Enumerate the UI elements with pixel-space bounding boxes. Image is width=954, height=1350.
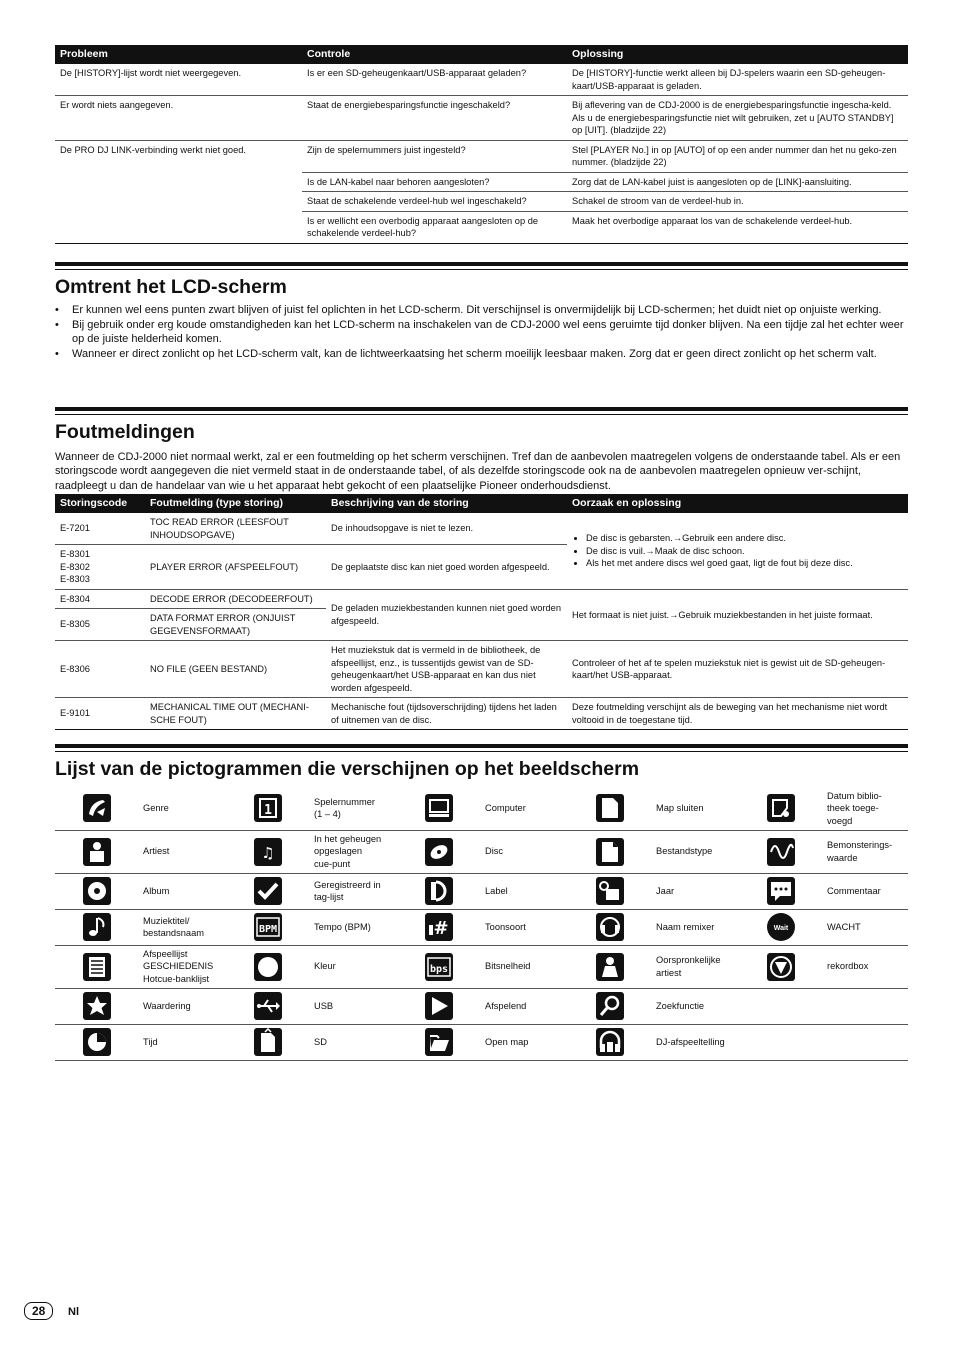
open-folder-icon (425, 1028, 453, 1056)
bpm-icon (254, 913, 282, 941)
icons-title: Lijst van de pictogrammen die verschijnen op het beeldscherm (55, 758, 640, 780)
icon-cell (55, 945, 139, 988)
playlist-icon (83, 953, 111, 981)
icon-label: Oorspronkelijke artiest (652, 945, 739, 988)
icon-cell (55, 909, 139, 945)
icon-row (55, 945, 908, 988)
lcd-bullet-list (55, 303, 908, 361)
lcd-section-heading (55, 262, 908, 298)
artist-icon (83, 838, 111, 866)
solution-cell: Schakel de stroom van de verdeel-hub in. (567, 192, 908, 212)
icon-label: Spelernummer (1 – 4) (310, 787, 397, 830)
icon-cell (568, 945, 652, 988)
icon-cell (226, 1024, 310, 1060)
player-number-icon (254, 794, 282, 822)
page-number: 28 (24, 1302, 53, 1320)
header-cause: Oorzaak en oplossing (567, 494, 908, 513)
table-row (55, 513, 908, 545)
solution-cell: Zorg dat de LAN-kabel juist is aangesloten op de [LINK]-aansluiting. (567, 172, 908, 192)
error-cause: Het formaat is niet juist.→Gebruik muziekbestanden in het juiste formaat. (567, 589, 908, 641)
check-cell: Staat de schakelende verdeel-hub wel ingeschakeld? (302, 192, 567, 212)
table-row (55, 140, 908, 172)
tag-list-icon (254, 877, 282, 905)
error-description: De inhoudsopgave is niet te lezen. (326, 513, 567, 545)
genre-icon (83, 794, 111, 822)
list-item: • Bij gebruik onder erg koude omstandigheden kan het LCD-scherm na inschakelen van de CDJ-2000 wel eens geruimte tijd donker blijven. Na een tijdje zal het echter weer op de juiste helderheid komen. (55, 318, 904, 345)
check-cell: Staat de energiebesparingsfunctie ingeschakeld? (302, 96, 567, 141)
error-code: E-9101 (55, 698, 145, 730)
troubleshooting-table (55, 45, 908, 244)
icon-cell (55, 1024, 139, 1060)
remixer-icon (596, 913, 624, 941)
header-code: Storingscode (55, 494, 145, 513)
error-description: Het muziekstuk dat is vermeld in de bibliotheek, de afspeellijst, enz., is tussentijds gewist van de SD-geheugenkaart/het USB-apparaat en kan dus niet worden afgespeeld. (326, 641, 567, 698)
file-type-icon (596, 838, 624, 866)
icon-cell (739, 873, 823, 909)
solution-cell: Maak het overbodige apparaat los van de schakelende verdeel-hub. (567, 211, 908, 243)
icon-cell (55, 787, 139, 830)
svg-text:bps: bps (429, 963, 449, 975)
usb-icon (254, 992, 282, 1020)
icon-label: USB (310, 988, 397, 1024)
list-item: • De disc is vuil.→Maak de disc schoon. (586, 545, 903, 558)
icon-cell (397, 787, 481, 830)
icon-cell (55, 873, 139, 909)
table-row (55, 641, 908, 698)
icon-cell (55, 988, 139, 1024)
error-message: PLAYER ERROR (AFSPEELFOUT) (145, 545, 326, 590)
error-code: E-8304 (55, 589, 145, 609)
color-icon (254, 953, 282, 981)
icon-label: Computer (481, 787, 568, 830)
disc-icon (425, 838, 453, 866)
icon-cell (568, 830, 652, 873)
icon-cell (568, 787, 652, 830)
icon-label: Afspeellijst GESCHIEDENIS Hotcue-banklijst (139, 945, 226, 988)
error-message: DATA FORMAT ERROR (ONJUIST GEGEVENSFORMAAT) (145, 609, 326, 641)
check-cell: Zijn de spelernummers juist ingesteld? (302, 140, 567, 172)
icon-label: Tijd (139, 1024, 226, 1060)
icon-label: Commentaar (823, 873, 908, 909)
icon-cell (397, 945, 481, 988)
icon-cell (568, 873, 652, 909)
bitrate-icon (425, 953, 453, 981)
icon-cell (226, 945, 310, 988)
icon-label: Album (139, 873, 226, 909)
list-item: • De disc is gebarsten.→Gebruik een andere disc. (586, 532, 903, 545)
language-code: Nl (68, 1306, 79, 1318)
lcd-title: Omtrent het LCD-scherm (55, 276, 287, 298)
icon-label: DJ-afspeeltelling (652, 1024, 739, 1060)
year-icon (596, 877, 624, 905)
error-code: E-8301 E-8302 E-8303 (55, 545, 145, 590)
icon-cell (739, 988, 823, 1024)
error-description: De geplaatste disc kan niet goed worden afgespeeld. (326, 545, 567, 590)
icon-label: Datum biblio- theek toege- voegd (823, 787, 908, 830)
search-icon (596, 992, 624, 1020)
icon-cell (397, 830, 481, 873)
icon-label: Zoekfunctie (652, 988, 739, 1024)
error-table (55, 494, 908, 730)
error-code: E-8306 (55, 641, 145, 698)
icon-cell (226, 909, 310, 945)
icon-label: Map sluiten (652, 787, 739, 830)
problem-cell: De PRO DJ LINK-verbinding werkt niet goed. (55, 140, 302, 243)
error-cause: Deze foutmelding verschijnt als de beweging van het mechanisme niet wordt voltooid in de toegestane tijd. (567, 698, 908, 730)
icon-label: Jaar (652, 873, 739, 909)
error-code: E-7201 (55, 513, 145, 545)
icon-label: Bemonsterings- waarde (823, 830, 908, 873)
error-cause: Controleer of het af te spelen muziekstuk niet is gewist uit de SD-geheugen-kaart/het USB-apparaat. (567, 641, 908, 698)
icon-label: Waardering (139, 988, 226, 1024)
sd-icon (254, 1028, 282, 1056)
icon-label: In het geheugen opgeslagen cue-punt (310, 830, 397, 873)
errors-section-heading (55, 407, 908, 443)
icon-cell (397, 873, 481, 909)
icon-cell (226, 787, 310, 830)
close-folder-icon (596, 794, 624, 822)
icon-label: Muziektitel/ bestandsnaam (139, 909, 226, 945)
icon-label: Bitsnelheid (481, 945, 568, 988)
icon-label: rekordbox (823, 945, 908, 988)
check-cell: Is de LAN-kabel naar behoren aangesloten? (302, 172, 567, 192)
solution-cell: Stel [PLAYER No.] in op [AUTO] of op een ander nummer dan het nu geko-zen nummer. (bladzijde 22) (567, 140, 908, 172)
dj-play-count-icon (596, 1028, 624, 1056)
errors-title: Foutmeldingen (55, 421, 195, 443)
table-row (55, 96, 908, 141)
icon-label: Naam remixer (652, 909, 739, 945)
header-message: Foutmelding (type storing) (145, 494, 326, 513)
cue-memory-icon (254, 838, 282, 866)
icon-cell (568, 988, 652, 1024)
icon-cell (739, 909, 823, 945)
icon-label: Afspelend (481, 988, 568, 1024)
svg-text:1: 1 (264, 803, 272, 819)
key-icon (425, 913, 453, 941)
sampling-rate-icon (767, 838, 795, 866)
icon-row (55, 830, 908, 873)
icon-cell (226, 830, 310, 873)
album-icon (83, 877, 111, 905)
icon-cell (226, 988, 310, 1024)
solution-cell: De [HISTORY]-functie werkt alleen bij DJ-spelers waarin een SD-geheugen-kaart/USB-apparaat is geladen. (567, 64, 908, 96)
original-artist-icon (596, 953, 624, 981)
label-icon (425, 877, 453, 905)
error-description: De geladen muziekbestanden kunnen niet goed worden afgespeeld. (326, 589, 567, 641)
icon-label: Disc (481, 830, 568, 873)
icon-label (823, 1024, 908, 1060)
table-header (55, 45, 908, 64)
track-title-icon (83, 913, 111, 941)
header-probleem: Probleem (55, 45, 302, 64)
icon-cell (397, 909, 481, 945)
icon-label: WACHT (823, 909, 908, 945)
problem-cell: De [HISTORY]-lijst wordt niet weergegeven. (55, 64, 302, 96)
icon-label: Tempo (BPM) (310, 909, 397, 945)
icon-row (55, 988, 908, 1024)
icon-row (55, 909, 908, 945)
icon-cell (739, 787, 823, 830)
icons-section-heading (55, 744, 908, 780)
problem-cell: Er wordt niets aangegeven. (55, 96, 302, 141)
header-oplossing: Oplossing (567, 45, 908, 64)
icon-label: Kleur (310, 945, 397, 988)
icon-label (823, 988, 908, 1024)
solution-cell: Bij aflevering van de CDJ-2000 is de energiebesparingsfunctie ingescha-keld. Als u de energiebesparingsfunctie niet wilt gebruiken, zet u [AUTO STANDBY] op [UIT]. (bladzijde 22) (567, 96, 908, 141)
check-cell: Is er wellicht een overbodig apparaat aangesloten op de schakelende verdeel-hub? (302, 211, 567, 243)
table-row (55, 698, 908, 730)
icon-cell (568, 909, 652, 945)
icon-row (55, 1024, 908, 1060)
list-item: • Als het met andere discs wel goed gaat, ligt de fout bij deze disc. (586, 557, 903, 570)
table-row (55, 64, 908, 96)
error-cause (567, 513, 908, 589)
error-description: Mechanische fout (tijdsoverschrijding) tijdens het laden of uitnemen van de disc. (326, 698, 567, 730)
table-row (55, 589, 908, 609)
error-message: NO FILE (GEEN BESTAND) (145, 641, 326, 698)
icon-cell (739, 945, 823, 988)
svg-text:♫: ♫ (261, 843, 275, 862)
icon-row (55, 873, 908, 909)
icon-table (55, 787, 908, 1061)
header-description: Beschrijving van de storing (326, 494, 567, 513)
list-item: • Wanneer er direct zonlicht op het LCD-scherm valt, kan de lichtweerkaatsing het scherm moeilijk leesbaar maken. Zorg dat er geen direct zonlicht op het scherm valt. (55, 347, 877, 360)
wait-icon-text: Wait (773, 925, 789, 932)
icon-cell (226, 873, 310, 909)
play-icon (425, 992, 453, 1020)
error-message: MECHANICAL TIME OUT (MECHANI-SCHE FOUT) (145, 698, 326, 730)
computer-icon (425, 794, 453, 822)
list-item: • Er kunnen wel eens punten zwart blijven of juist fel oplichten in het LCD-scherm. Dit verschijnsel is onvermijdelijk bij LCD-schermen; het duidt niet op onjuiste werking. (55, 304, 882, 316)
icon-label: Artiest (139, 830, 226, 873)
error-message: DECODE ERROR (DECODEERFOUT) (145, 589, 326, 609)
check-cell: Is er een SD-geheugenkaart/USB-apparaat geladen? (302, 64, 567, 96)
icon-cell (739, 1024, 823, 1060)
rekordbox-icon (767, 953, 795, 981)
icon-label: Bestandstype (652, 830, 739, 873)
icon-label: SD (310, 1024, 397, 1060)
header-controle: Controle (302, 45, 567, 64)
error-message: TOC READ ERROR (LEESFOUT INHOUDSOPGAVE) (145, 513, 326, 545)
error-code: E-8305 (55, 609, 145, 641)
svg-text:#: # (433, 918, 449, 939)
time-icon (83, 1028, 111, 1056)
icon-cell (397, 988, 481, 1024)
icon-row (55, 787, 908, 830)
icon-cell (739, 830, 823, 873)
errors-intro: Wanneer de CDJ-2000 niet normaal werkt, zal er een foutmelding op het scherm verschijnen. Tref dan de aanbevolen maatregelen volgens de onderstaande tabel. Als er een storingscode wordt aangegeven die niet vermeld staat in de onderstaande tabel, of als dezelfde storingscode ook na de aanbevolen maatregelen opnieuw ver-schijnt, raadpleegt u dan de handelaar van wie u het apparaat hebt gekocht of een plaatselijke Pioneer onderhoudsdienst. (55, 451, 901, 492)
wait-icon (767, 913, 795, 941)
comment-icon (767, 877, 795, 905)
icon-cell (397, 1024, 481, 1060)
icon-cell (55, 830, 139, 873)
table-header (55, 494, 908, 513)
icon-cell (568, 1024, 652, 1060)
icon-label: Label (481, 873, 568, 909)
svg-text:BPM: BPM (258, 924, 278, 935)
icon-label: Toonsoort (481, 909, 568, 945)
icon-label: Geregistreerd in tag-lijst (310, 873, 397, 909)
rating-icon (83, 992, 111, 1020)
icon-label: Genre (139, 787, 226, 830)
library-date-icon (767, 794, 795, 822)
icon-label: Open map (481, 1024, 568, 1060)
